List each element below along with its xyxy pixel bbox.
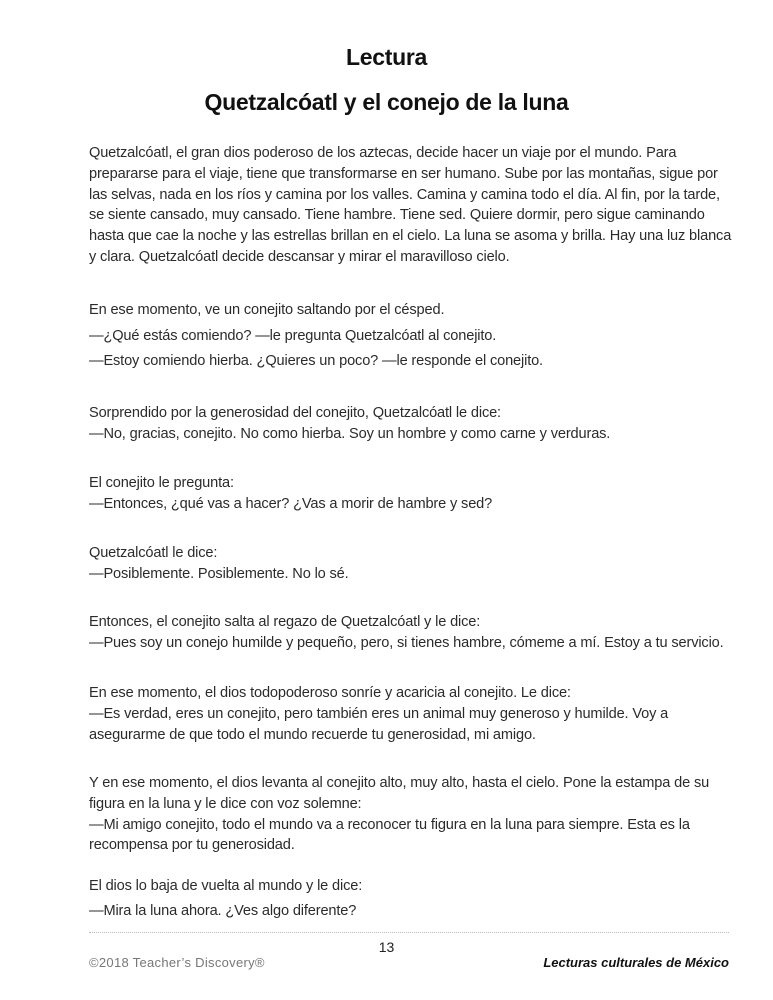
text-line: En ese momento, el dios todopoderoso sonríe y acaricia al conejito. Le dice: [89, 685, 571, 701]
paragraph [89, 403, 769, 445]
text-line: —Posiblemente. Posiblemente. No lo sé. [89, 565, 349, 582]
text-line: —Mi amigo conejito, todo el mundo va a reconocer tu figura en la luna para siempre. Esta es la [89, 816, 690, 833]
paragraph [89, 773, 769, 856]
text-line: El conejito le pregunta: [89, 475, 234, 491]
text-line: Sorprendido por la generosidad del conejito, Quetzalcóatl le dice: [89, 405, 501, 421]
text-line: y clara. Quetzalcóatl decide descansar y mirar el maravilloso cielo. [89, 248, 510, 265]
text-line: —Es verdad, eres un conejito, pero también eres un animal muy generoso y humilde. Voy a [89, 705, 669, 722]
text-line: —No, gracias, conejito. No como hierba. Soy un hombre y como carne y verduras. [89, 425, 611, 442]
paragraph [89, 473, 769, 515]
text-line: hasta que cae la noche y las estrellas brillan en el cielo. La luna se asoma y brilla. Hay una luz blanca [89, 228, 732, 245]
text-line: se siente cansado, muy cansado. Tiene hambre. Tiene sed. Quiere dormir, pero sigue caminando [89, 207, 705, 224]
text-line: Quetzalcóatl, el gran dios poderoso de los aztecas, decide hacer un viaje por el mundo. Para [89, 145, 677, 161]
footer-divider [89, 932, 729, 933]
dialogue-line: —Estoy comiendo hierba. ¿Quieres un poco? —le responde el conejito. [89, 353, 543, 369]
book-title: Lecturas culturales de México [543, 955, 729, 970]
copyright: ©2018 Teacher’s Discovery® [89, 955, 265, 970]
text-line: figura en la luna y le dice con voz solemne: [89, 795, 362, 812]
page-heading: Lectura [346, 44, 427, 70]
text-line: El dios lo baja de vuelta al mundo y le dice: [89, 878, 363, 894]
text-line: Entonces, el conejito salta al regazo de Quetzalcóatl y le dice: [89, 614, 481, 630]
text-line: —Pues soy un conejo humilde y pequeño, pero, si tienes hambre, cómeme a mí. Estoy a tu servicio. [89, 634, 724, 651]
paragraph [89, 543, 769, 585]
text-line: las selvas, nada en los ríos y camina por los valles. Camina y camina todo el día. Al fin, por la tarde, [89, 186, 720, 203]
paragraph: En ese momento, ve un conejito saltando por el césped. [89, 302, 445, 318]
paragraph-intro [89, 143, 769, 268]
paragraph [89, 876, 769, 922]
paragraph [89, 612, 769, 654]
dialogue-line: —¿Qué estás comiendo? —le pregunta Quetzalcóatl al conejito. [89, 328, 497, 344]
story-title: Quetzalcóatl y el conejo de la luna [204, 89, 569, 115]
text-line: recompensa por tu generosidad. [89, 837, 295, 854]
text-line: prepararse para el viaje, tiene que transformarse en ser humano. Sube por las montañas, sigue por [89, 165, 718, 182]
text-line: —Mira la luna ahora. ¿Ves algo diferente? [89, 902, 357, 919]
page-number: 13 [378, 939, 395, 955]
text-line: Y en ese momento, el dios levanta al conejito alto, muy alto, hasta el cielo. Pone la estampa de su [89, 775, 710, 791]
text-line: —Entonces, ¿qué vas a hacer? ¿Vas a morir de hambre y sed? [89, 495, 493, 512]
text-line: Quetzalcóatl le dice: [89, 545, 218, 561]
text-line: asegurarme de que todo el mundo recuerde tu generosidad, mi amigo. [89, 726, 536, 743]
paragraph [89, 683, 769, 745]
